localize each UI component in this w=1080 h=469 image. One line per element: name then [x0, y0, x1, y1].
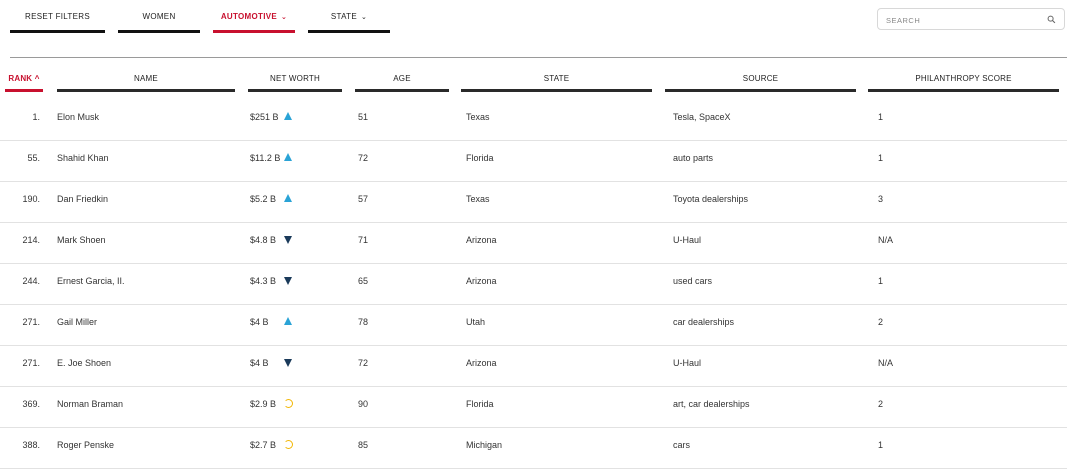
state-cell: Michigan	[466, 440, 503, 450]
source-header-label: SOURCE	[742, 74, 779, 83]
trend-up-icon	[284, 153, 294, 163]
search-box	[877, 8, 1065, 30]
net-worth-cell: $4 B	[250, 317, 269, 327]
age-cell: 72	[358, 358, 369, 368]
reset-filters-button[interactable]	[10, 12, 105, 32]
chevron-down-icon: ⌄	[360, 14, 368, 21]
automotive-filter-dropdown[interactable]	[213, 12, 295, 32]
source-cell: used cars	[673, 276, 713, 286]
table-row[interactable]	[0, 99, 1067, 141]
source-cell: U-Haul	[673, 358, 702, 368]
trend-unchanged-icon	[284, 399, 294, 409]
name-cell: Dan Friedkin	[57, 194, 109, 204]
state-filter-dropdown[interactable]	[308, 12, 390, 32]
column-header-rank[interactable]	[5, 74, 43, 94]
age-cell: 51	[358, 112, 369, 122]
age-cell: 71	[358, 235, 369, 245]
philanthropy-score-cell: N/A	[878, 235, 894, 245]
trend-up-icon	[284, 112, 294, 122]
rank-cell: 369.	[22, 399, 40, 409]
rank-cell: 271.	[22, 358, 40, 368]
source-cell: Toyota dealerships	[673, 194, 749, 204]
net-worth-cell: $4 B	[250, 358, 269, 368]
name-cell: Roger Penske	[57, 440, 115, 450]
philanthropy-score-cell: 1	[878, 276, 884, 286]
source-cell: auto parts	[673, 153, 714, 163]
table-row[interactable]	[0, 140, 1067, 182]
net-worth-cell: $5.2 B	[250, 194, 277, 204]
philanthropy-score-cell: 1	[878, 112, 884, 122]
column-header-net-worth[interactable]	[248, 74, 342, 94]
age-cell: 90	[358, 399, 369, 409]
table-row[interactable]	[0, 181, 1067, 223]
state-cell: Texas	[466, 112, 490, 122]
name-cell: Mark Shoen	[57, 235, 106, 245]
age-cell: 72	[358, 153, 369, 163]
net-worth-header-label: NET WORTH	[270, 74, 320, 83]
source-cell: car dealerships	[673, 317, 735, 327]
rank-cell: 388.	[22, 440, 40, 450]
rank-cell: 271.	[22, 317, 40, 327]
philanthropy-score-cell: 2	[878, 399, 884, 409]
philanthropy-score-cell: 2	[878, 317, 884, 327]
state-cell: Utah	[466, 317, 486, 327]
trend-up-icon	[284, 194, 294, 204]
filter-bar	[0, 0, 1080, 34]
source-cell: Tesla, SpaceX	[673, 112, 731, 122]
state-cell: Florida	[466, 153, 494, 163]
name-cell: Shahid Khan	[57, 153, 109, 163]
rank-cell: 214.	[22, 235, 40, 245]
state-filter-label: STATE	[330, 12, 357, 21]
philanthropy-score-cell: 3	[878, 194, 884, 204]
table-row[interactable]	[0, 427, 1067, 469]
sort-ascending-icon: ^	[34, 74, 40, 83]
rank-cell: 190.	[22, 194, 40, 204]
column-header-state[interactable]	[461, 74, 652, 94]
age-cell: 85	[358, 440, 369, 450]
philanthropy-score-cell: 1	[878, 440, 884, 450]
source-cell: cars	[673, 440, 691, 450]
reset-filters-label: RESET FILTERS	[25, 12, 90, 21]
net-worth-cell: $2.9 B	[250, 399, 277, 409]
name-cell: Elon Musk	[57, 112, 100, 122]
automotive-filter-label: AUTOMOTIVE	[220, 12, 277, 21]
net-worth-cell: $4.3 B	[250, 276, 277, 286]
philanthropy-score-header-label: PHILANTHROPY SCORE	[915, 74, 1012, 83]
section-divider	[10, 57, 1067, 58]
trend-down-icon	[284, 235, 294, 245]
table-row[interactable]	[0, 386, 1067, 428]
philanthropy-score-cell: 1	[878, 153, 884, 163]
table-row[interactable]	[0, 345, 1067, 387]
women-filter-button[interactable]	[118, 12, 200, 32]
column-header-age[interactable]	[355, 74, 449, 94]
search-input[interactable]	[884, 12, 1038, 28]
age-cell: 65	[358, 276, 369, 286]
age-header-label: AGE	[393, 74, 411, 83]
chevron-down-icon: ⌄	[281, 14, 288, 21]
trend-up-icon	[284, 317, 294, 327]
source-cell: art, car dealerships	[673, 399, 750, 409]
name-cell: Gail Miller	[57, 317, 98, 327]
state-cell: Arizona	[466, 276, 497, 286]
name-cell: Ernest Garcia, II.	[57, 276, 125, 286]
rank-cell: 244.	[22, 276, 40, 286]
age-cell: 78	[358, 317, 369, 327]
net-worth-cell: $11.2 B	[250, 153, 281, 163]
table-row[interactable]	[0, 222, 1067, 264]
source-cell: U-Haul	[673, 235, 702, 245]
column-header-philanthropy-score[interactable]	[868, 74, 1059, 94]
search-icon[interactable]	[1047, 15, 1056, 24]
rank-cell: 55.	[27, 153, 40, 163]
table-row[interactable]	[0, 304, 1067, 346]
net-worth-cell: $251 B	[250, 112, 279, 122]
state-header-label: STATE	[543, 74, 570, 83]
column-header-name[interactable]	[57, 74, 235, 94]
philanthropy-score-cell: N/A	[878, 358, 894, 368]
women-filter-label: WOMEN	[142, 12, 176, 21]
state-cell: Florida	[466, 399, 494, 409]
trend-down-icon	[284, 358, 294, 368]
rank-header-label: RANK	[8, 74, 33, 83]
column-header-source[interactable]	[665, 74, 856, 94]
net-worth-cell: $4.8 B	[250, 235, 277, 245]
name-header-label: NAME	[134, 74, 158, 83]
state-cell: Arizona	[466, 358, 497, 368]
trend-unchanged-icon	[284, 440, 294, 450]
net-worth-cell: $2.7 B	[250, 440, 277, 450]
name-cell: E. Joe Shoen	[57, 358, 112, 368]
state-cell: Texas	[466, 194, 490, 204]
table-row[interactable]	[0, 263, 1067, 305]
state-cell: Arizona	[466, 235, 497, 245]
trend-down-icon	[284, 276, 294, 286]
rank-cell: 1.	[32, 112, 40, 122]
age-cell: 57	[358, 194, 369, 204]
name-cell: Norman Braman	[57, 399, 124, 409]
